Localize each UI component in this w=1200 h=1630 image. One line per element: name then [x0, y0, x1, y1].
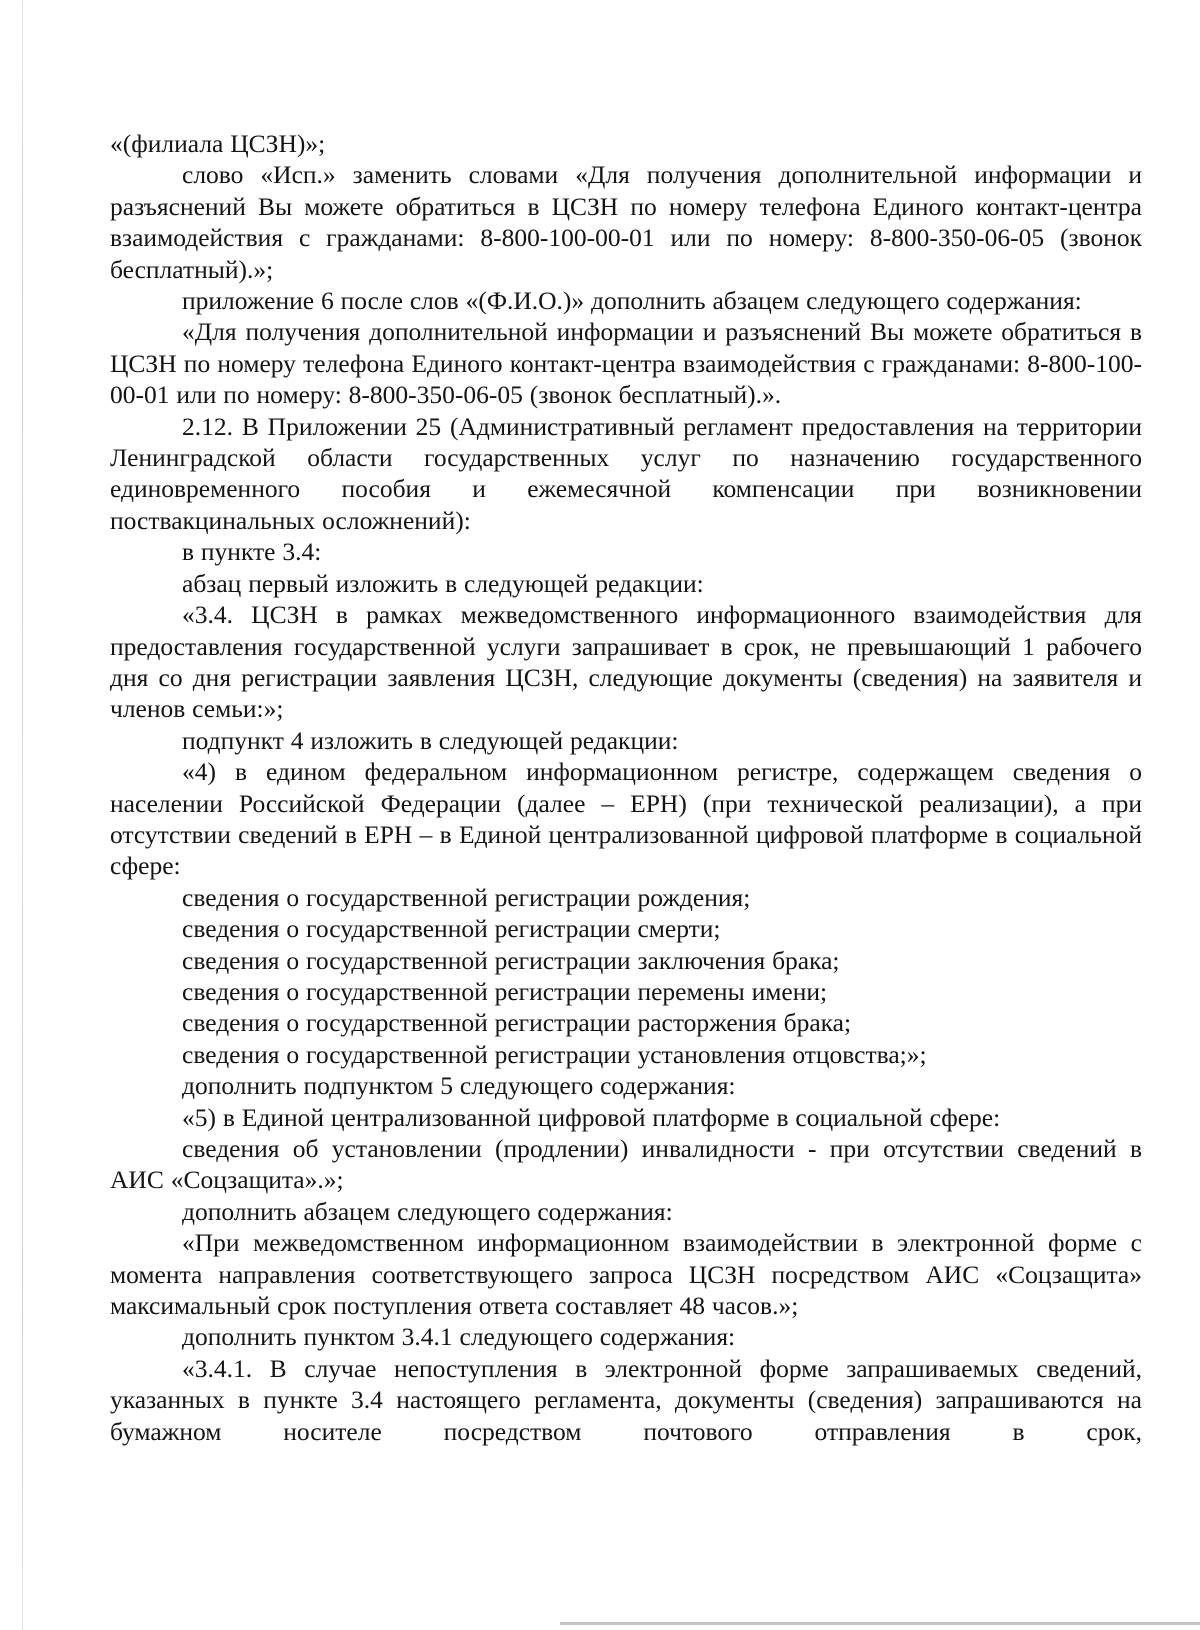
scan-edge-left: [22, 0, 23, 1630]
paragraph-18: «5) в Единой централизованной цифровой платформе в социальной сфере:: [182, 1102, 1001, 1132]
paragraph-21: «При межведомственном информационном взаимодействии в электронной форме с момента направления соответствующего запроса ЦСЗН посредством АИС «Соцзащита» максимальный срок поступления ответа составляет 48 часов.»;: [110, 1228, 1142, 1321]
paragraph-6: в пункте 3.4:: [182, 537, 322, 567]
paragraph-4: «Для получения дополнительной информации и разъяснений Вы можете обратиться в ЦСЗН по номеру телефона Единого контакт-центра взаимодействия с гражданами: 8-800-100-00-01 или по номеру: 8-800-350-06-05 (звонок бесплатный).».: [110, 317, 1142, 410]
paragraph-1: «(филиала ЦСЗН)»;: [110, 129, 326, 158]
paragraph-17: дополнить подпунктом 5 следующего содержания:: [182, 1071, 736, 1101]
paragraph-22: дополнить пунктом 3.4.1 следующего содержания:: [182, 1322, 736, 1352]
list-item-name-change: сведения о государственной регистрации перемены имени;: [182, 976, 828, 1006]
scan-edge-bottom: [560, 1622, 1200, 1625]
list-item-divorce: сведения о государственной регистрации расторжения брака;: [182, 1008, 852, 1038]
paragraph-10: «4) в едином федеральном информационном регистре, содержащем сведения о населении Российской Федерации (далее – ЕРН) (при технической реализации), а при отсутствии сведений в ЕРН – в Единой централизованной цифровой платформе в социальной сфере:: [110, 757, 1142, 881]
paragraph-9: подпункт 4 изложить в следующей редакции:: [182, 725, 679, 755]
list-item-birth: сведения о государственной регистрации рождения;: [182, 882, 751, 912]
paragraph-5: 2.12. В Приложении 25 (Административный регламент предоставления на территории Ленинградской области государственных услуг по назначению государственного единовременного пособия и ежемесячной компенсации при возникновении поствакцинальных осложнений):: [110, 411, 1142, 535]
paragraph-23: «3.4.1. В случае непоступления в электронной форме запрашиваемых сведений, указанных в пункте 3.4 настоящего регламента, документы (сведения) запрашиваются на бумажном носителе посредством почтового отправления в срок,: [110, 1353, 1142, 1446]
paragraph-7: абзац первый изложить в следующей редакции:: [182, 568, 704, 598]
list-item-paternity: сведения о государственной регистрации установления отцовства;»;: [182, 1039, 927, 1069]
list-item-death: сведения о государственной регистрации смерти;: [182, 914, 721, 944]
paragraph-19: сведения об установлении (продлении) инвалидности - при отсутствии сведений в АИС «Соцзащита».»;: [110, 1134, 1142, 1195]
paragraph-3: приложение 6 после слов «(Ф.И.О.)» дополнить абзацем следующего содержания:: [182, 286, 1082, 316]
paragraph-20: дополнить абзацем следующего содержания:: [182, 1196, 673, 1226]
document-body: [110, 128, 1142, 1447]
list-item-marriage: сведения о государственной регистрации заключения брака;: [182, 945, 840, 975]
paragraph-8: «3.4. ЦСЗН в рамках межведомственного информационного взаимодействия для предоставления государственной услуги запрашивает в срок, не превышающий 1 рабочего дня со дня регистрации заявления ЦСЗН, следующие документы (сведения) на заявителя и членов семьи:»;: [110, 600, 1142, 724]
paragraph-2: слово «Исп.» заменить словами «Для получения дополнительной информации и разъяснений Вы можете обратиться в ЦСЗН по номеру телефона Единого контакт-центра взаимодействия с гражданами: 8-800-100-00-01 или по номеру: 8-800-350-06-05 (звонок бесплатный).»;: [110, 160, 1142, 284]
